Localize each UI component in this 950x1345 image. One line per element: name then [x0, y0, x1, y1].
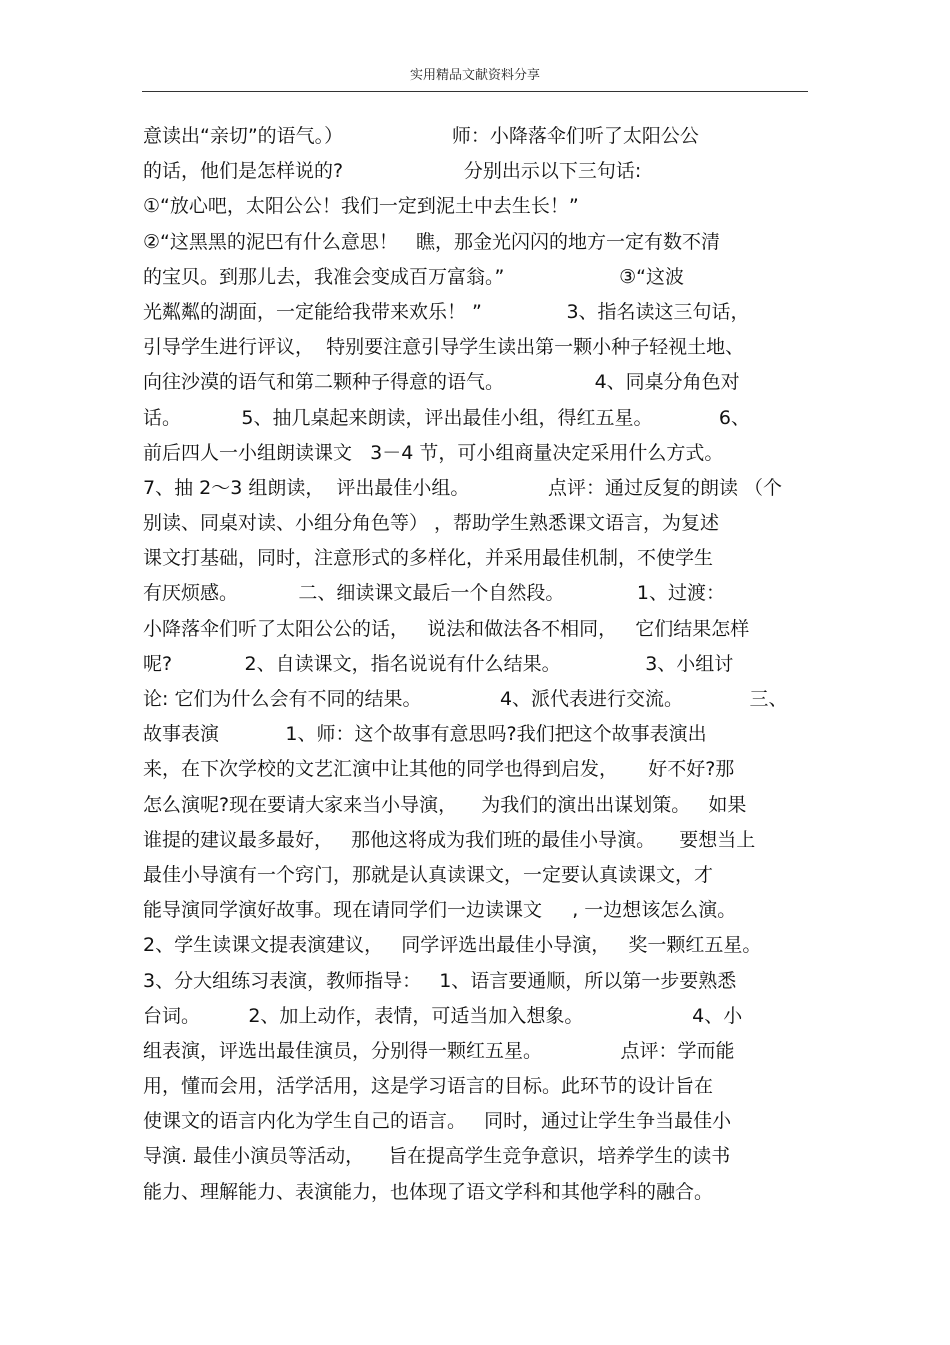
text-line: 意读出“亲切”的语气。） 师：小降落伞们听了太阳公公 [143, 125, 699, 147]
text-line: 光粼粼的湖面，一定能给我带来欢乐！ ” 3、指名读这三句话， [143, 300, 750, 323]
text-line: 论: 它们为什么会有不同的结果。 4、派代表进行交流。 三、 [143, 688, 788, 710]
text-line: 能力、理解能力、表演能力，也体现了语文学科和其他学科的融合。 [143, 1180, 714, 1203]
text-line: 前后四人一小组朗读课文 3－4 节，可小组商量决定采用什么方式。 [143, 441, 724, 464]
header-divider [142, 91, 808, 92]
text-line: 故事表演 1、师：这个故事有意思吗?我们把这个故事表演出 [143, 723, 707, 746]
page-header: 实用精品文献资料分享 [409, 68, 540, 83]
text-line: 3、分大组练习表演，教师指导： 1、语言要通顺，所以第一步要熟悉 [143, 969, 737, 992]
text-line: 课文打基础，同时，注意形式的多样化，并采用最佳机制，不使学生 [143, 547, 714, 570]
text-line: 导演. 最佳小演员等活动， 旨在提高学生竞争意识，培养学生的读书 [143, 1145, 731, 1168]
text-line: 使课文的语言内化为学生自己的语言。 同时，通过让学生争当最佳小 [143, 1110, 732, 1133]
text-line: 的宝贝。到那儿去，我准会变成百万富翁。” ③“这波 [143, 265, 684, 288]
text-line: 谁提的建议最多最好， 那他这将成为我们班的最佳小导演。 要想当上 [143, 828, 756, 851]
text-line: 7、抽 2～3 组朗读， 评出最佳小组。 点评：通过反复的朗读 （个 [143, 476, 782, 499]
text-line: ②“这黑黑的泥巴有什么意思！ 瞧，那金光闪闪的地方一定有数不清 [143, 230, 720, 253]
text-line: 向往沙漠的语气和第二颗种子得意的语气。 4、同桌分角色对 [143, 371, 740, 394]
text-line: 怎么演呢?现在要请大家来当小导演， 为我们的演出出谋划策。 如果 [143, 793, 747, 816]
text-line: 的话，他们是怎样说的? 分别出示以下三句话: [143, 160, 642, 183]
text-line: 台词。 2、加上动作，表情，可适当加入想象。 4、小 [143, 1004, 743, 1027]
text-line: 呢? 2、自读课文，指名说说有什么结果。 3、小组讨 [143, 652, 734, 675]
text-line: ①“放心吧，太阳公公！我们一定到泥土中去生长！” [143, 195, 579, 218]
text-line: 最佳小导演有一个窍门，那就是认真读课文，一定要认真读课文，才 [143, 863, 714, 886]
text-line: 别读、同桌对读、小组分角色等） ，帮助学生熟悉课文语言，为复述 [143, 512, 720, 535]
text-line: 组表演，评选出最佳演员，分别得一颗红五星。 点评：学而能 [143, 1039, 735, 1062]
text-line: 来，在下次学校的文艺汇演中让其他的同学也得到启发， 好不好?那 [143, 758, 735, 781]
text-line: 能导演同学演好故事。现在请同学们一边读课文 , 一边想该怎么演。 [143, 899, 737, 922]
text-line: 用，懂而会用，活学活用，这是学习语言的目标。此环节的设计旨在 [143, 1075, 714, 1098]
text-line: 话。 5、抽几桌起来朗读，评出最佳小组，得红五星。 6、 [143, 406, 751, 429]
text-line: 2、学生读课文提表演建议， 同学评选出最佳小导演， 奖一颗红五星。 [143, 934, 762, 957]
document-body [143, 119, 818, 1210]
text-line: 有厌烦感。 二、细读课文最后一个自然段。 1、过渡： [143, 582, 725, 605]
text-line: 引导学生进行评议， 特别要注意引导学生读出第一颗小种子轻视土地、 [143, 336, 745, 359]
text-line: 小降落伞们听了太阳公公的话， 说法和做法各不相同， 它们结果怎样 [143, 617, 750, 640]
